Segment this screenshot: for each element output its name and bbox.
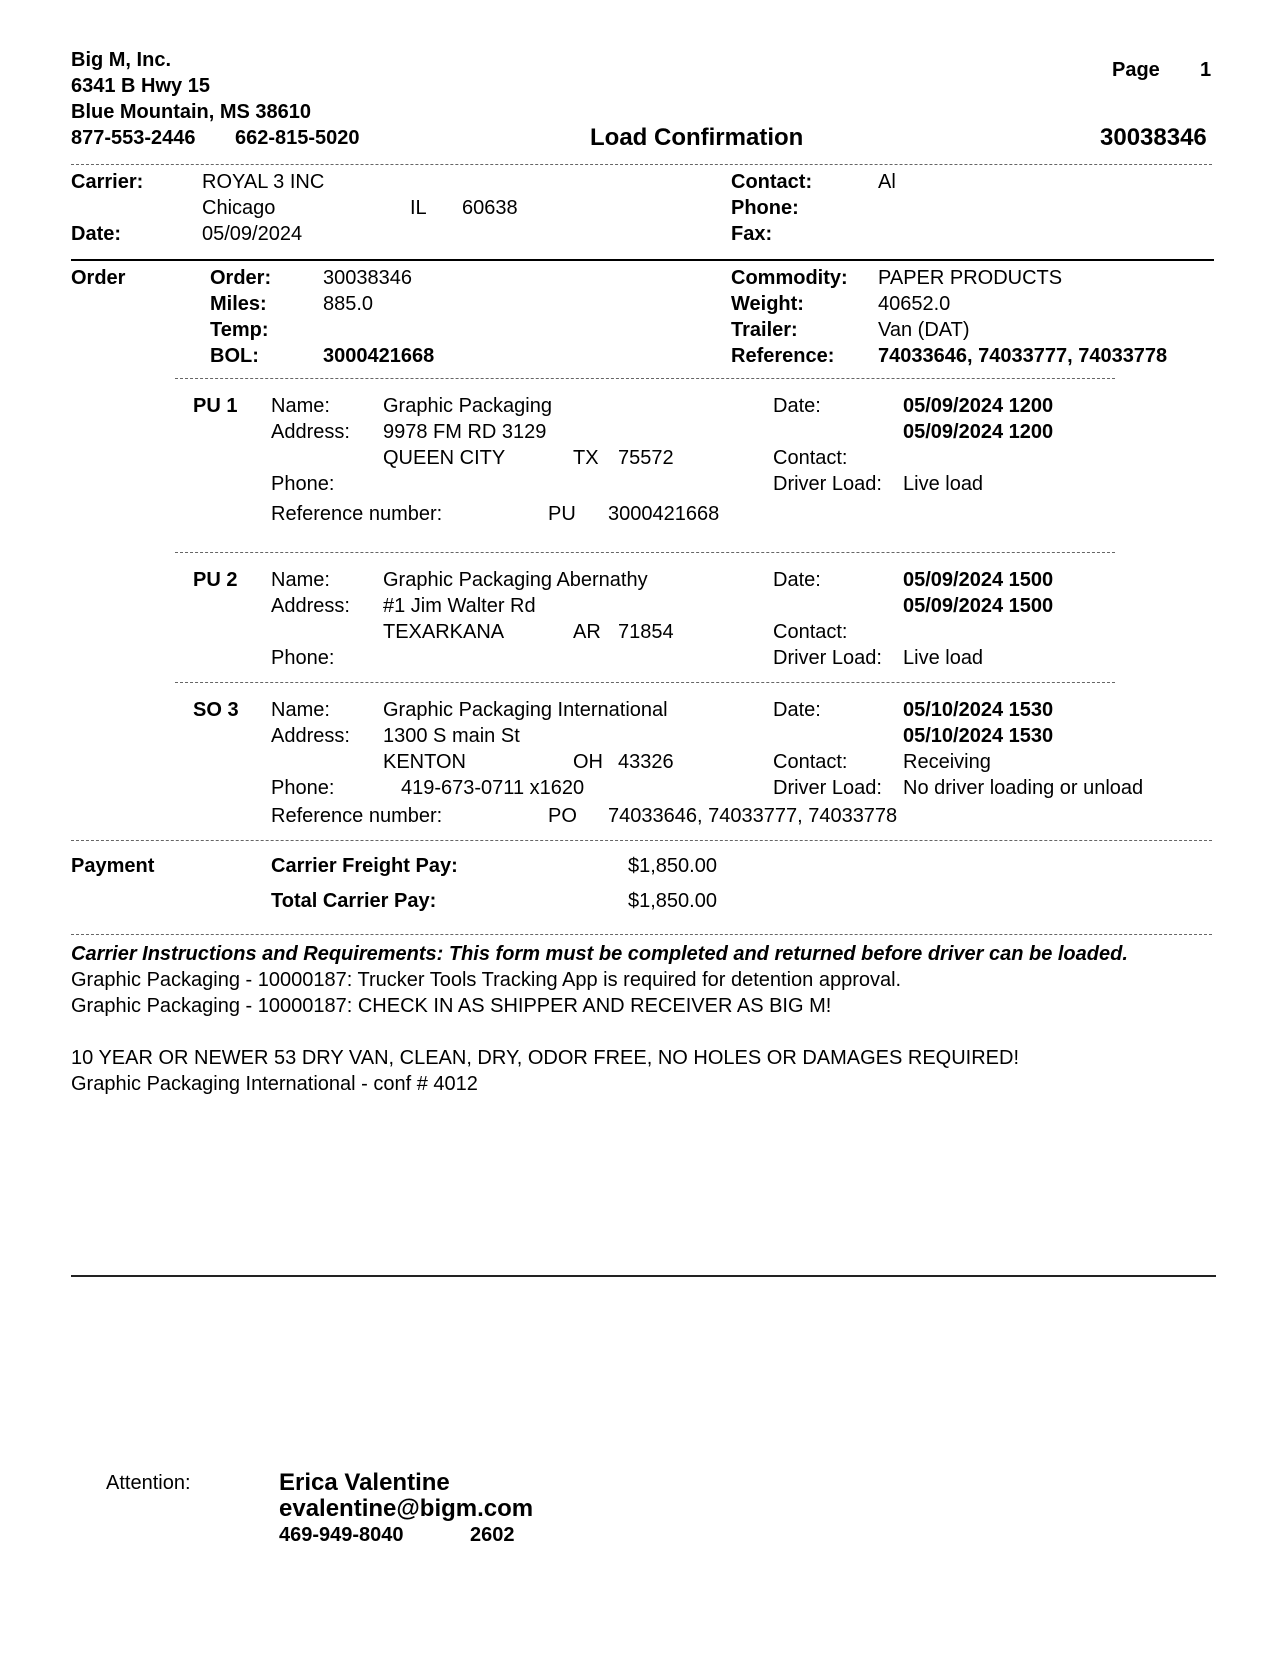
stop-date-2: 05/09/2024 1500 (903, 595, 1054, 617)
stop-date-1: 05/09/2024 1200 (903, 395, 1054, 417)
reference-number-label: Reference number: (271, 805, 443, 827)
stop-address: #1 Jim Walter Rd (383, 595, 536, 617)
company-address-line2: Blue Mountain, MS 38610 (71, 101, 312, 123)
carrier-date-label: Date: (71, 223, 122, 245)
carrier-fax-label: Fax: (731, 223, 773, 245)
stop-contact-label: Contact: (773, 751, 848, 773)
attention-label: Attention: (106, 1472, 191, 1494)
carrier-contact: Al (878, 171, 896, 193)
reference-number-label: Reference number: (271, 503, 443, 525)
stop-address-label: Address: (271, 421, 350, 443)
stop-name-label: Name: (271, 395, 330, 417)
bol-label: BOL: (210, 345, 259, 367)
order-number: 30038346 (323, 267, 412, 289)
stop-zip: 71854 (618, 621, 674, 643)
attention-email: evalentine@bigm.com (279, 1495, 534, 1522)
carrier-label: Carrier: (71, 171, 144, 193)
stop-phone-label: Phone: (271, 647, 335, 669)
divider (175, 682, 1115, 683)
attention-extension: 2602 (470, 1524, 515, 1546)
page-title: Load Confirmation (590, 124, 804, 151)
commodity-value: PAPER PRODUCTS (878, 267, 1063, 289)
company-phone-2: 662-815-5020 (235, 127, 360, 149)
instruction-line: Graphic Packaging - 10000187: CHECK IN AS SHIPPER AND RECEIVER AS BIG M! (71, 995, 832, 1017)
divider (175, 378, 1115, 379)
page-number: 1 (1200, 59, 1212, 81)
stop-zip: 75572 (618, 447, 674, 469)
carrier-date: 05/09/2024 (202, 223, 303, 245)
stop-name-label: Name: (271, 569, 330, 591)
company-name: Big M, Inc. (71, 49, 171, 71)
stop-phone-label: Phone: (271, 473, 335, 495)
carrier-phone-label: Phone: (731, 197, 799, 219)
stop-date-1: 05/09/2024 1500 (903, 569, 1054, 591)
stop-date-label: Date: (773, 699, 821, 721)
attention-name: Erica Valentine (279, 1469, 450, 1496)
total-pay-label: Total Carrier Pay: (271, 890, 437, 912)
trailer-value: Van (DAT) (878, 319, 970, 341)
reference-type: PU (548, 503, 576, 525)
instruction-line: Graphic Packaging - 10000187: Trucker Tools Tracking App is required for detention approval. (71, 969, 902, 991)
signature-line (71, 1275, 1216, 1277)
carrier-state: IL (410, 197, 427, 219)
company-phone-1: 877-553-2446 (71, 127, 196, 149)
stop-name: Graphic Packaging Abernathy (383, 569, 648, 591)
stop-address-label: Address: (271, 725, 350, 747)
bol-value: 3000421668 (323, 345, 435, 367)
stop-state: AR (573, 621, 601, 643)
payment-section-label: Payment (71, 855, 155, 877)
stop-zip: 43326 (618, 751, 674, 773)
driver-load-label: Driver Load: (773, 777, 882, 799)
stop-phone-label: Phone: (271, 777, 335, 799)
stop-city: KENTON (383, 751, 466, 773)
reference-type: PO (548, 805, 577, 827)
stop-date-2: 05/10/2024 1530 (903, 725, 1054, 747)
company-address-line1: 6341 B Hwy 15 (71, 75, 210, 97)
stop-city: QUEEN CITY (383, 447, 506, 469)
divider (71, 164, 1212, 165)
temp-label: Temp: (210, 319, 269, 341)
stop-address-label: Address: (271, 595, 350, 617)
stop-city: TEXARKANA (383, 621, 505, 643)
miles-value: 885.0 (323, 293, 374, 315)
stop-state: OH (573, 751, 603, 773)
reference-value: 3000421668 (608, 503, 720, 525)
stop-contact: Receiving (903, 751, 991, 773)
stop-address: 1300 S main St (383, 725, 520, 747)
divider (71, 840, 1212, 841)
stop-code: PU 1 (193, 395, 238, 417)
stop-date-label: Date: (773, 395, 821, 417)
carrier-zip: 60638 (462, 197, 518, 219)
commodity-label: Commodity: (731, 267, 848, 289)
instruction-line: Graphic Packaging International - conf # 4012 (71, 1073, 478, 1095)
stop-name: Graphic Packaging International (383, 699, 668, 721)
reference-value: 74033646, 74033777, 74033778 (608, 805, 898, 827)
reference-value: 74033646, 74033777, 74033778 (878, 345, 1168, 367)
driver-load-label: Driver Load: (773, 647, 882, 669)
stop-code: SO 3 (193, 699, 239, 721)
trailer-label: Trailer: (731, 319, 798, 341)
total-pay-value: $1,850.00 (628, 890, 717, 912)
divider (71, 934, 1212, 935)
stop-name-label: Name: (271, 699, 330, 721)
stop-code: PU 2 (193, 569, 238, 591)
stop-contact-label: Contact: (773, 447, 848, 469)
freight-pay-label: Carrier Freight Pay: (271, 855, 458, 877)
weight-label: Weight: (731, 293, 804, 315)
attention-phone: 469-949-8040 (279, 1524, 404, 1546)
stop-date-2: 05/09/2024 1200 (903, 421, 1054, 443)
instructions-heading: Carrier Instructions and Requirements: This form must be completed and returned before driver can be loaded. (71, 943, 1128, 965)
stop-name: Graphic Packaging (383, 395, 552, 417)
divider (175, 552, 1115, 553)
miles-label: Miles: (210, 293, 267, 315)
order-number-label: Order: (210, 267, 272, 289)
stop-date-1: 05/10/2024 1530 (903, 699, 1054, 721)
driver-load-value: No driver loading or unload (903, 777, 1144, 799)
stop-address: 9978 FM RD 3129 (383, 421, 547, 443)
carrier-city: Chicago (202, 197, 276, 219)
stop-date-label: Date: (773, 569, 821, 591)
driver-load-label: Driver Load: (773, 473, 882, 495)
carrier-name: ROYAL 3 INC (202, 171, 325, 193)
carrier-contact-label: Contact: (731, 171, 813, 193)
stop-contact-label: Contact: (773, 621, 848, 643)
page-label: Page (1112, 59, 1160, 81)
stop-phone: 419-673-0711 x1620 (401, 777, 585, 799)
stop-state: TX (573, 447, 599, 469)
weight-value: 40652.0 (878, 293, 951, 315)
freight-pay-value: $1,850.00 (628, 855, 717, 877)
order-section-label: Order (71, 267, 126, 289)
document-number: 30038346 (1100, 124, 1207, 151)
reference-label: Reference: (731, 345, 835, 367)
driver-load-value: Live load (903, 473, 984, 495)
instruction-line: 10 YEAR OR NEWER 53 DRY VAN, CLEAN, DRY, ODOR FREE, NO HOLES OR DAMAGES REQUIRED! (71, 1047, 1020, 1069)
driver-load-value: Live load (903, 647, 984, 669)
divider (71, 259, 1214, 261)
